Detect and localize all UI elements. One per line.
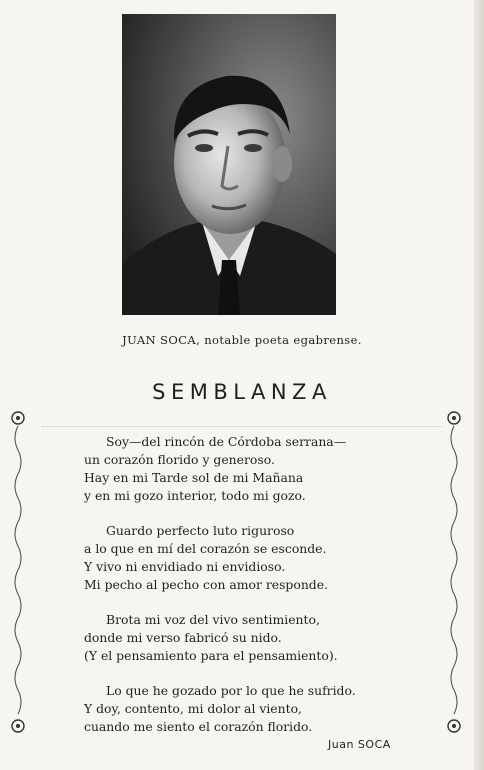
stanza-4	[84, 682, 424, 736]
portrait-image	[122, 14, 336, 315]
poem-line: donde mi verso fabricó su nido.	[84, 630, 282, 645]
poem-line: Mi pecho al pecho con amor responde.	[84, 577, 329, 592]
poem-line: Guardo perfecto luto riguroso	[106, 523, 295, 538]
poem-line: Y vivo ni envidiado ni envidioso.	[84, 559, 286, 574]
page-title: SEMBLANZA	[152, 380, 332, 404]
stanza-1	[84, 433, 424, 505]
poem-line: Soy—del rincón de Córdoba serrana—	[106, 434, 347, 449]
poem-line: un corazón florido y generoso.	[84, 452, 275, 467]
poem-line: a lo que en mí del corazón se esconde.	[84, 541, 327, 556]
poem-line: y en mi gozo interior, todo mi gozo.	[84, 488, 306, 503]
poem-line: (Y el pensamiento para el pensamiento).	[84, 648, 338, 663]
stanza-3	[84, 611, 424, 665]
poem-line: cuando me siento el corazón florido.	[84, 719, 313, 734]
poem	[84, 433, 424, 753]
photo-caption: JUAN SOCA, notable poeta egabrense.	[122, 333, 362, 347]
portrait-photo	[122, 14, 336, 315]
poem-line: Lo que he gozado por lo que he sufrido.	[106, 683, 356, 698]
signature: Juan SOCA	[328, 738, 391, 751]
poem-line: Brota mi voz del vivo sentimiento,	[106, 612, 320, 627]
stanza-2	[84, 522, 424, 594]
poem-line: Hay en mi Tarde sol de mi Mañana	[84, 470, 304, 485]
dotted-rule	[42, 426, 442, 427]
poem-line: Y doy, contento, mi dolor al viento,	[84, 701, 302, 716]
ornament-border-right	[446, 408, 462, 738]
ornament-border-left	[10, 408, 26, 738]
